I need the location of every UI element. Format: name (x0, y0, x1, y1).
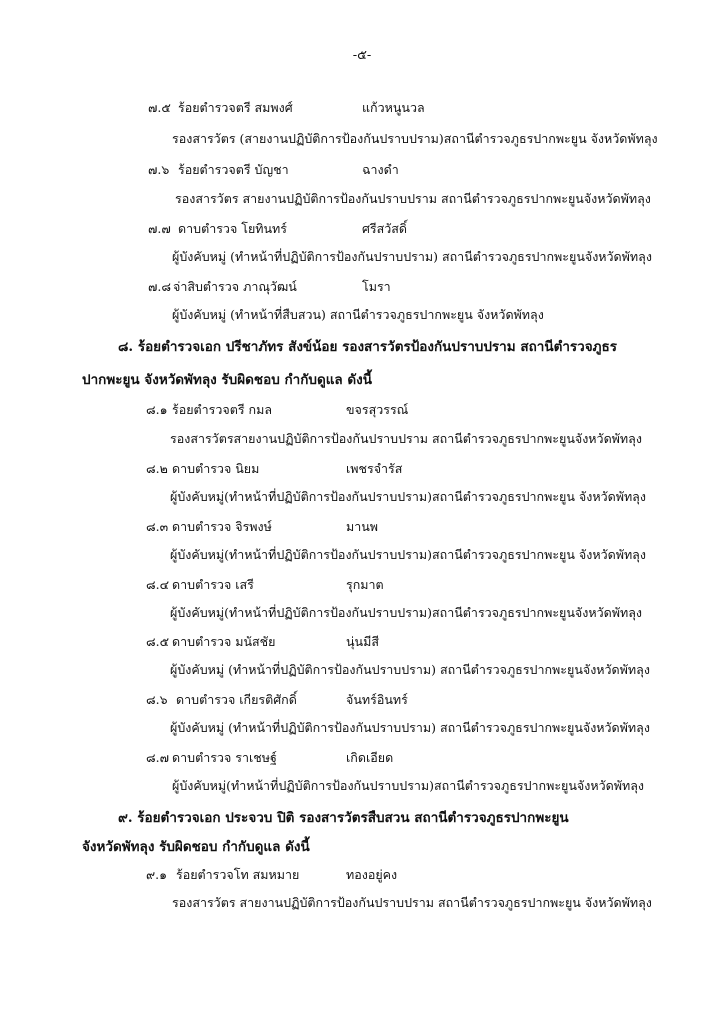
item-number: ๗.๗ (148, 221, 171, 236)
section-heading: ๘. ร้อยตำรวจเอก ปรีชาภัทร สังข์น้อย รองสารวัตรป้องกันปราบปราม สถานีตำรวจภูธร (118, 339, 618, 355)
item-number: ๘.๑ (146, 402, 168, 417)
item-description: รองสารวัตรสายงานปฏิบัติการป้องกันปราบปราม สถานีตำรวจภูธรปากพะยูนจังหวัดพัทลุง (170, 431, 642, 446)
item-surname: รุกมาต (346, 577, 384, 592)
item-name: ดาบตำรวจ เสรี (172, 577, 254, 592)
item-number: ๗.๘ (148, 279, 172, 294)
item-description: ผู้บังคับหมู่(ทำหน้าที่ปฏิบัติการป้องกันปราบปราม)สถานีตำรวจภูธรปากพะยูน จังหวัดพัทลุง (170, 489, 646, 504)
item-name: ดาบตำรวจ นิยม (172, 461, 260, 476)
item-number: ๗.๕ (148, 100, 171, 115)
item-surname: ศรีสวัสดิ์ (362, 221, 408, 236)
item-number: ๘.๖ (146, 692, 168, 707)
section-heading: ๙. ร้อยตำรวจเอก ประจวบ ปิติ รองสารวัตรสืบสวน สถานีตำรวจภูธรปากพะยูน (118, 810, 569, 826)
item-number: ๘.๓ (146, 519, 169, 534)
item-surname: เกิดเอียด (346, 750, 394, 765)
item-surname: แก้วหนูนวล (362, 100, 425, 115)
item-number: ๙.๑ (146, 867, 168, 882)
item-description: รองสารวัตร สายงานปฏิบัติการป้องกันปราบปราม สถานีตำรวจภูธรปากพะยูน จังหวัดพัทลุง (172, 895, 652, 910)
item-number: ๘.๔ (146, 577, 170, 592)
item-number: ๘.๒ (146, 461, 168, 476)
item-number: ๘.๗ (146, 750, 170, 765)
item-name: ดาบตำรวจ จิรพงษ์ (172, 519, 272, 534)
item-description: ผู้บังคับหมู่ (ทำหน้าที่ปฏิบัติการป้องกันปราบปราม) สถานีตำรวจภูธรปากพะยูนจังหวัดพัทลุง (170, 662, 650, 677)
section-heading-continued: จังหวัดพัทลุง รับผิดชอบ กำกับดูแล ดังนี้ (82, 839, 310, 855)
item-name: ดาบตำรวจ มนัสชัย (172, 634, 276, 649)
item-name: ดาบตำรวจ ราเชษฐ์ (172, 750, 277, 765)
item-description: ผู้บังคับหมู่ (ทำหน้าที่ปฏิบัติการป้องกันปราบปราม) สถานีตำรวจภูธรปากพะยูนจังหวัดพัทลุง (172, 249, 652, 264)
item-description: ผู้บังคับหมู่ (ทำหน้าที่สืบสวน) สถานีตำรวจภูธรปากพะยูน จังหวัดพัทลุง (172, 307, 544, 322)
item-name: ดาบตำรวจ เกียรติศักดิ์ (176, 692, 297, 707)
item-name: ร้อยตำรวจโท สมหมาย (176, 867, 300, 882)
item-surname: นุ่นมีสี (346, 634, 379, 649)
item-surname: เพชรจำรัส (346, 461, 403, 476)
item-name: จ่าสิบตำรวจ ภาณุวัฒน์ (173, 279, 297, 294)
item-surname: มานพ (346, 519, 379, 534)
item-number: ๗.๖ (148, 162, 170, 177)
page-number: -๕- (352, 48, 372, 63)
item-name: ร้อยตำรวจตรี บัญชา (178, 162, 289, 177)
item-surname: จันทร์อินทร์ (346, 692, 408, 707)
item-surname: ฉางดำ (362, 162, 399, 177)
item-description: ผู้บังคับหมู่ (ทำหน้าที่ปฏิบัติการป้องกันปราบปราม) สถานีตำรวจภูธรปากพะยูนจังหวัดพัทลุง (170, 720, 650, 735)
item-description: ผู้บังคับหมู่(ทำหน้าที่ปฏิบัติการป้องกันปราบปราม)สถานีตำรวจภูธรปากพะยูนจังหวัดพัทลุง (170, 605, 642, 620)
item-name: ดาบตำรวจ โยทินทร์ (178, 221, 288, 236)
item-description: รองสารวัตร (สายงานปฏิบัติการป้องกันปราบปราม)สถานีตำรวจภูธรปากพะยูน จังหวัดพัทลุง (172, 131, 658, 146)
item-surname: ขจรสุวรรณ์ (346, 402, 409, 417)
item-description: รองสารวัตร สายงานปฏิบัติการป้องกันปราบปราม สถานีตำรวจภูธรปากพะยูนจังหวัดพัทลุง (175, 191, 651, 206)
item-surname: โมรา (362, 279, 391, 294)
item-description: ผู้บังคับหมู่(ทำหน้าที่ปฏิบัติการป้องกันปราบปราม)สถานีตำรวจภูธรปากพะยูนจังหวัดพัทลุง (172, 778, 644, 793)
item-surname: ทองอยู่คง (346, 867, 398, 882)
section-heading-continued: ปากพะยูน จังหวัดพัทลุง รับผิดชอบ กำกับดูแล ดังนี้ (82, 372, 372, 388)
item-name: ร้อยตำรวจตรี สมพงศ์ (178, 100, 293, 115)
item-description: ผู้บังคับหมู่(ทำหน้าที่ปฏิบัติการป้องกันปราบปราม)สถานีตำรวจภูธรปากพะยูน จังหวัดพัทลุง (170, 547, 646, 562)
item-name: ร้อยตำรวจตรี กมล (172, 402, 273, 417)
item-number: ๘.๕ (146, 634, 170, 649)
